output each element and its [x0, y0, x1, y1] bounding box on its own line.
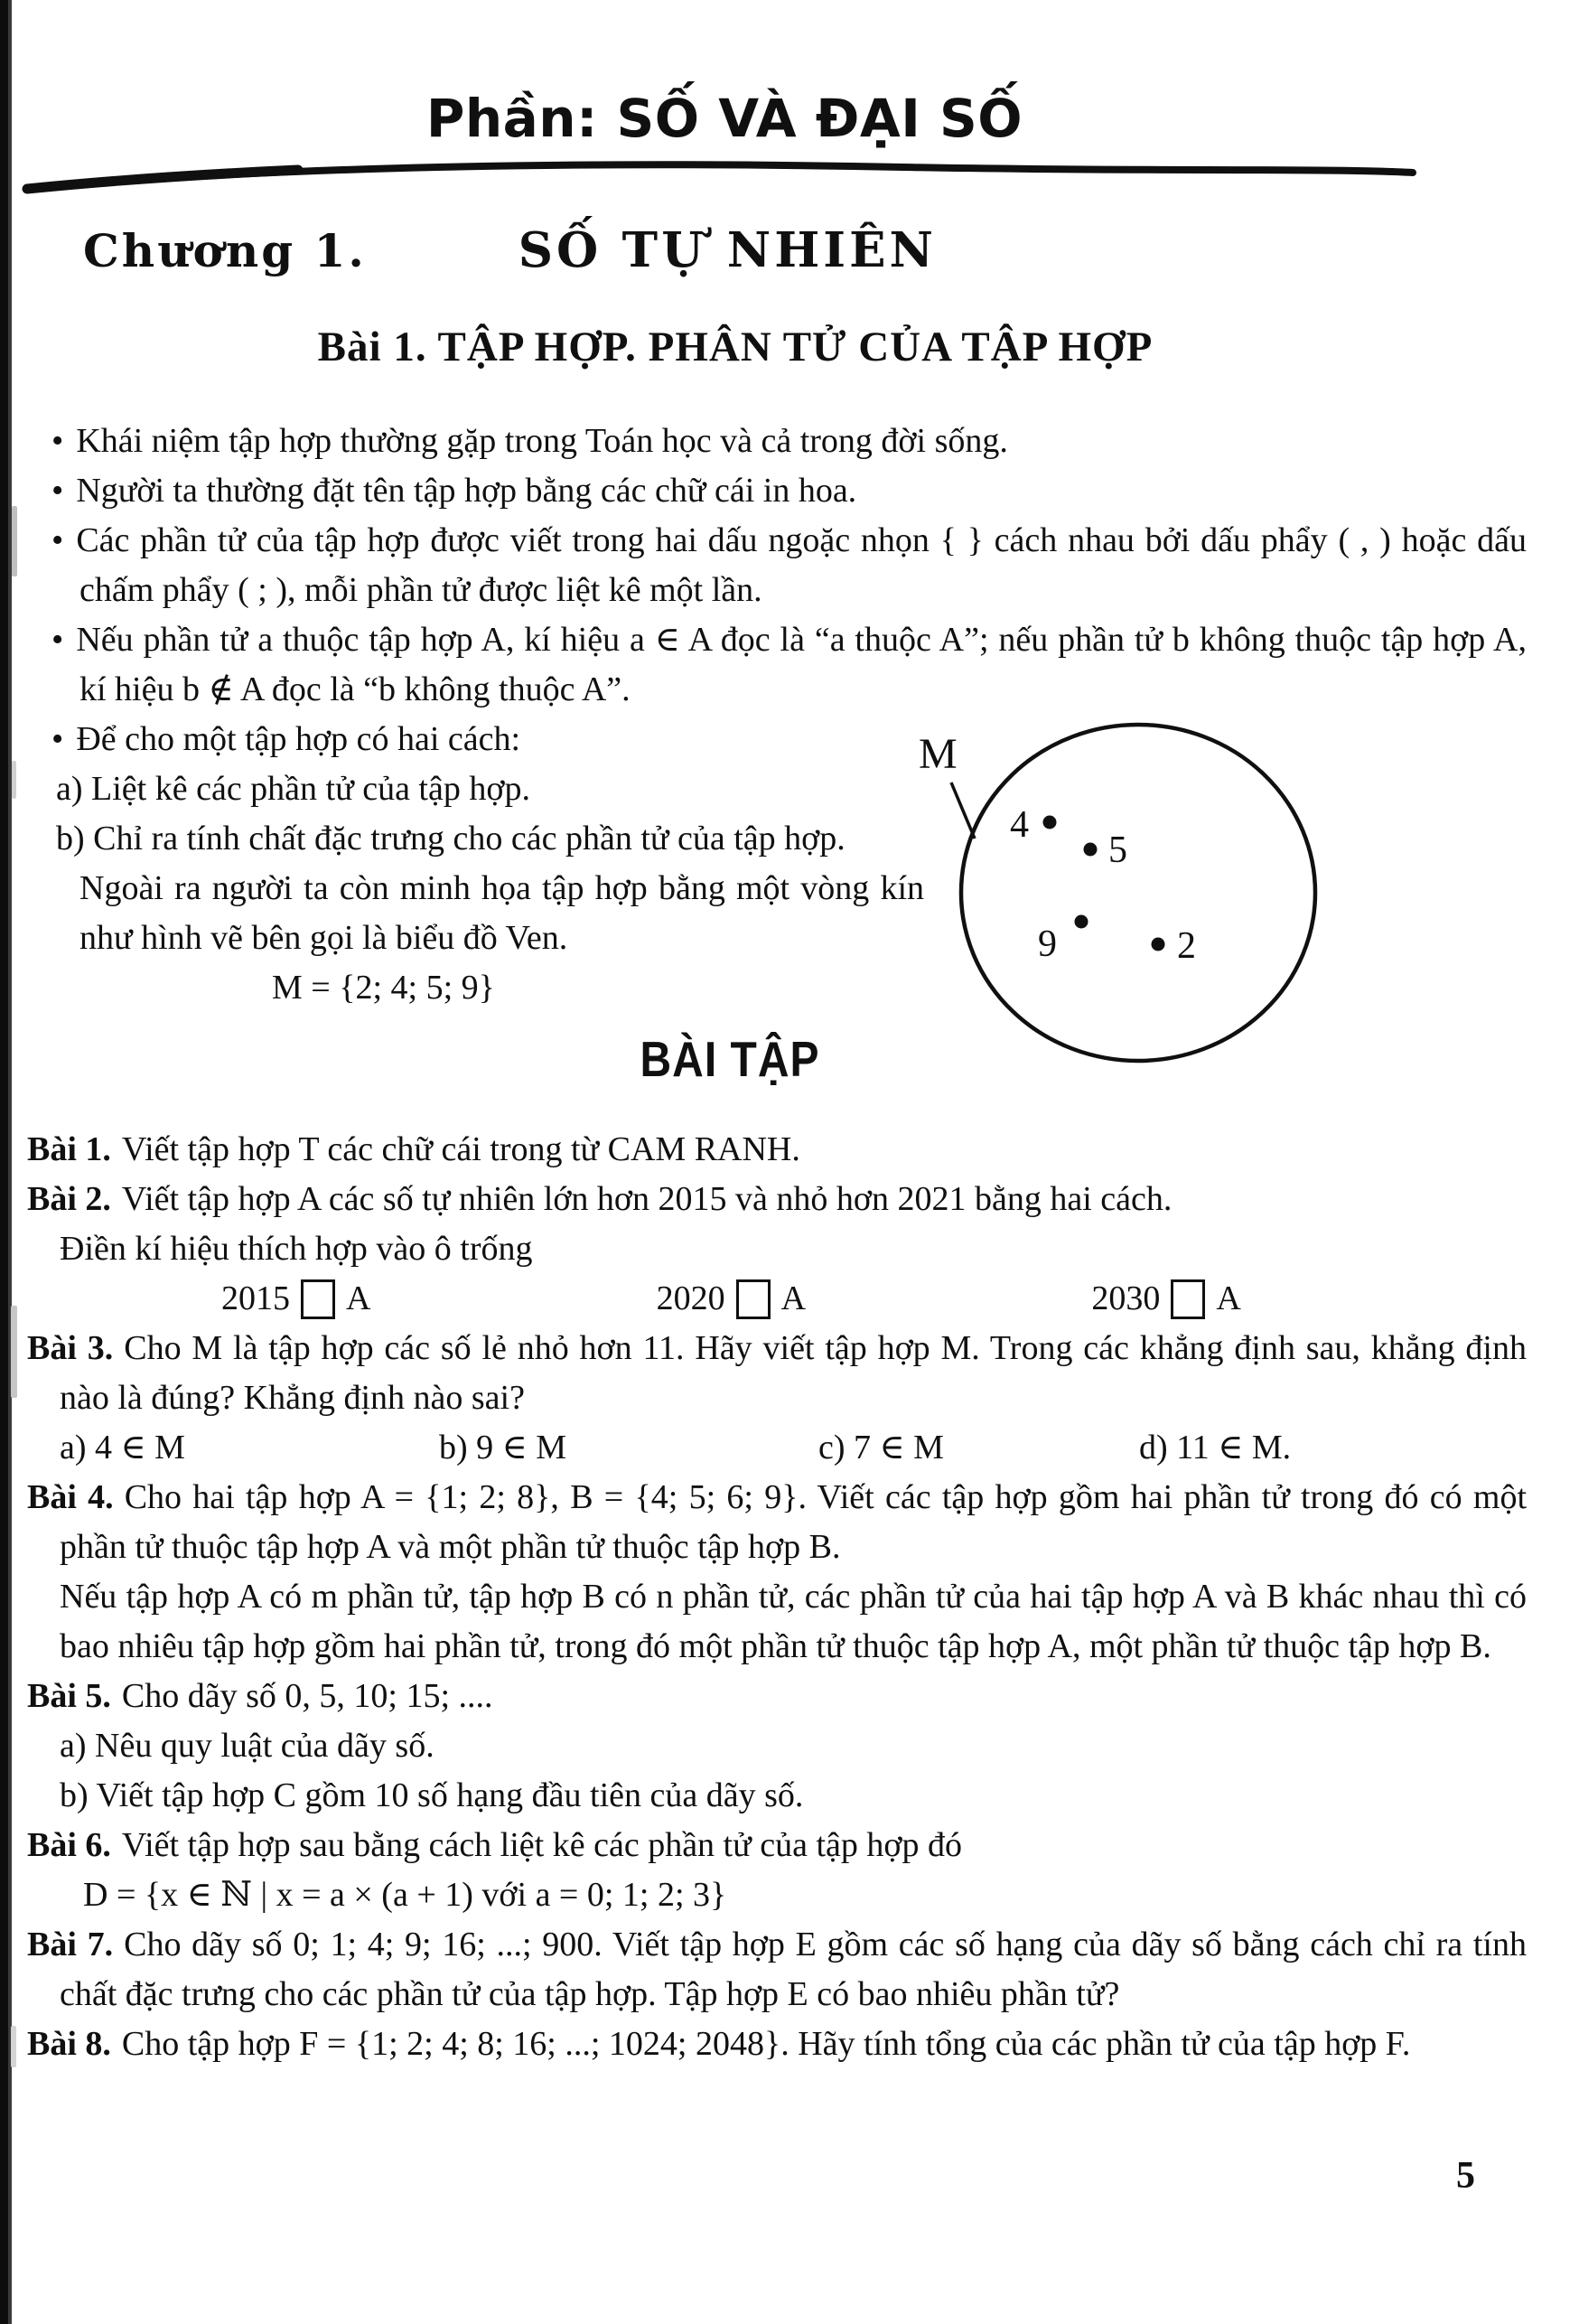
scan-mark — [11, 1306, 17, 1398]
exercise-item-1 — [27, 1125, 1527, 1175]
options-row — [27, 1423, 1527, 1473]
fill-number: 2030 — [1091, 1279, 1161, 1317]
exercise-text: Cho M là tập hợp các số lẻ nhỏ hơn 11. Hãy viết tập hợp M. Trong các khẳng định sau, khẳng định nào là đúng? Khẳng định nào sai? — [60, 1329, 1527, 1417]
exercise-text: Viết tập hợp sau bằng cách liệt kê các phần tử của tập hợp đó — [121, 1826, 962, 1864]
exercise-text: Viết tập hợp A các số tự nhiên lớn hơn 2015 và nhỏ hơn 2021 bằng hai cách. — [121, 1180, 1173, 1218]
exercise-item-6 — [27, 1821, 1527, 1870]
theory-bullet: • Để cho một tập hợp có hai cách: — [33, 715, 1527, 764]
venn-dot — [1152, 938, 1165, 951]
blank-box — [301, 1279, 335, 1319]
exercise-formula: D = {x ∈ ℕ | x = a × (a + 1) với a = 0; 1; 2; 3} — [83, 1876, 727, 1914]
venn-dot — [1075, 915, 1088, 929]
chapter-label: Chương 1. — [83, 224, 367, 277]
option-item: d) 11 ∈ M. — [1139, 1429, 1292, 1467]
venn-leader-line — [951, 782, 975, 839]
venn-dot — [1043, 816, 1057, 829]
exercise-item-8 — [27, 2019, 1527, 2069]
set-suffix: A — [1216, 1279, 1241, 1317]
theory-bullet: • Người ta thường đặt tên tập hợp bằng các chữ cái in hoa. — [33, 466, 1527, 516]
exercise-label: Bài 8. — [27, 2025, 111, 2063]
exercise-text-continued: Nếu tập hợp A có m phần tử, tập hợp B có n phần tử, các phần tử của hai tập hợp A và B khác nhau thì có bao nhiêu tập hợp gồm hai phần tử, trong đó một phần tử thuộc tập hợp A, một phần tử thuộc tập hợp B. — [60, 1578, 1527, 1665]
exercise-label: Bài 1. — [27, 1130, 111, 1168]
scan-mark — [12, 761, 16, 799]
method-item-a: a) Liệt kê các phần tử của tập hợp. — [56, 770, 530, 808]
exercises-heading: BÀI TẬP — [640, 1033, 820, 1088]
method-item-b: b) Chỉ ra tính chất đặc trưng cho các phần tử của tập hợp. — [56, 820, 846, 857]
option-item: c) 7 ∈ M — [818, 1429, 944, 1467]
part-title: Phần: SỐ VÀ ĐẠI SỐ — [425, 88, 1023, 149]
chapter-title: SỐ TỰ NHIÊN — [518, 222, 937, 278]
set-suffix: A — [346, 1279, 371, 1317]
fill-number: 2020 — [656, 1279, 725, 1317]
venn-element-label: 5 — [1108, 829, 1127, 871]
blank-box — [736, 1279, 771, 1319]
scan-mark — [11, 2026, 16, 2067]
venn-dot — [1084, 843, 1098, 857]
set-suffix: A — [780, 1279, 807, 1317]
page-number: 5 — [1456, 2155, 1475, 2197]
venn-label: M — [919, 730, 958, 778]
exercise-label: Bài 4. — [27, 1478, 114, 1516]
exercise-subitem: b) Viết tập hợp C gồm 10 số hạng đầu tiên của dãy số. — [60, 1776, 804, 1814]
set-notation: M = {2; 4; 5; 9} — [272, 969, 495, 1007]
venn-ellipse — [961, 725, 1315, 1061]
exercise-text: Cho hai tập hợp A = {1; 2; 8}, B = {4; 5; 6; 9}. Viết các tập hợp gồm hai phần tử trong đó có một phần tử thuộc tập hợp A và một phần tử thuộc tập hợp B. — [60, 1478, 1528, 1566]
fill-number: 2015 — [221, 1279, 290, 1317]
venn-note: Ngoài ra người ta còn minh họa tập hợp bằng một vòng kín như hình vẽ bên gọi là biểu đồ Ven. — [79, 869, 924, 957]
exercise-item-7 — [27, 1920, 1527, 2019]
theory-section — [0, 417, 1579, 1013]
exercise-label: Bài 3. — [27, 1329, 114, 1367]
exercise-text: Cho tập hợp F = {1; 2; 4; 8; 16; ...; 1024; 2048}. Hãy tính tổng của các phần tử của tập hợp F. — [121, 2025, 1411, 2063]
exercise-text: Cho dãy số 0, 5, 10; 15; .... — [121, 1677, 493, 1715]
option-item: a) 4 ∈ M — [60, 1429, 185, 1467]
exercise-label: Bài 7. — [27, 1926, 114, 1963]
exercise-text: Cho dãy số 0; 1; 4; 9; 16; ...; 900. Viết tập hợp E gồm các số hạng của dãy số bằng cách chỉ ra tính chất đặc trưng cho các phần tử của tập hợp. Tập hợp E có bao nhiêu phần tử? — [60, 1926, 1527, 2013]
exercise-label: Bài 5. — [27, 1677, 111, 1715]
venn-element-label: 2 — [1177, 925, 1196, 967]
venn-element-label: 4 — [1010, 804, 1029, 846]
exercise-label: Bài 2. — [27, 1180, 111, 1218]
theory-bullet: • Khái niệm tập hợp thường gặp trong Toán học và cả trong đời sống. — [33, 417, 1527, 466]
venn-element-label: 9 — [1038, 923, 1057, 965]
exercise-text: Viết tập hợp T các chữ cái trong từ CAM RANH. — [121, 1130, 800, 1168]
lesson-title: Bài 1. TẬP HỢP. PHÂN TỬ CỦA TẬP HỢP — [317, 323, 1154, 370]
header-underline — [0, 155, 1579, 195]
exercise-subitem: a) Nêu quy luật của dãy số. — [60, 1727, 434, 1765]
fill-item — [657, 1274, 1092, 1324]
fill-in-row — [27, 1274, 1527, 1324]
exercise-item-3 — [27, 1324, 1527, 1423]
exercise-item-5 — [27, 1672, 1527, 1721]
exercises-section — [0, 1125, 1579, 2069]
option-item: b) 9 ∈ M — [439, 1429, 567, 1467]
exercise-note: Điền kí hiệu thích hợp vào ô trống — [60, 1230, 533, 1268]
fill-item — [221, 1274, 657, 1324]
exercise-item-4 — [27, 1473, 1527, 1572]
theory-bullet: • Các phần tử của tập hợp được viết trong hai dấu ngoặc nhọn { } cách nhau bởi dấu phẩy ( , ) hoặc dấu chấm phẩy ( ; ), mỗi phần tử được liệt kê một lần. — [33, 516, 1527, 615]
scan-mark — [12, 506, 17, 576]
exercise-label: Bài 6. — [27, 1826, 111, 1864]
venn-diagram — [917, 712, 1341, 1075]
chapter-row — [0, 222, 1579, 279]
theory-bullet: • Nếu phần tử a thuộc tập hợp A, kí hiệu a ∈ A đọc là “a thuộc A”; nếu phần tử b không thuộc tập hợp A, kí hiệu b ∉ A đọc là “b không thuộc A”. — [33, 615, 1527, 715]
fill-item — [1091, 1274, 1527, 1324]
exercise-item-2 — [27, 1175, 1527, 1224]
blank-box — [1171, 1279, 1205, 1319]
